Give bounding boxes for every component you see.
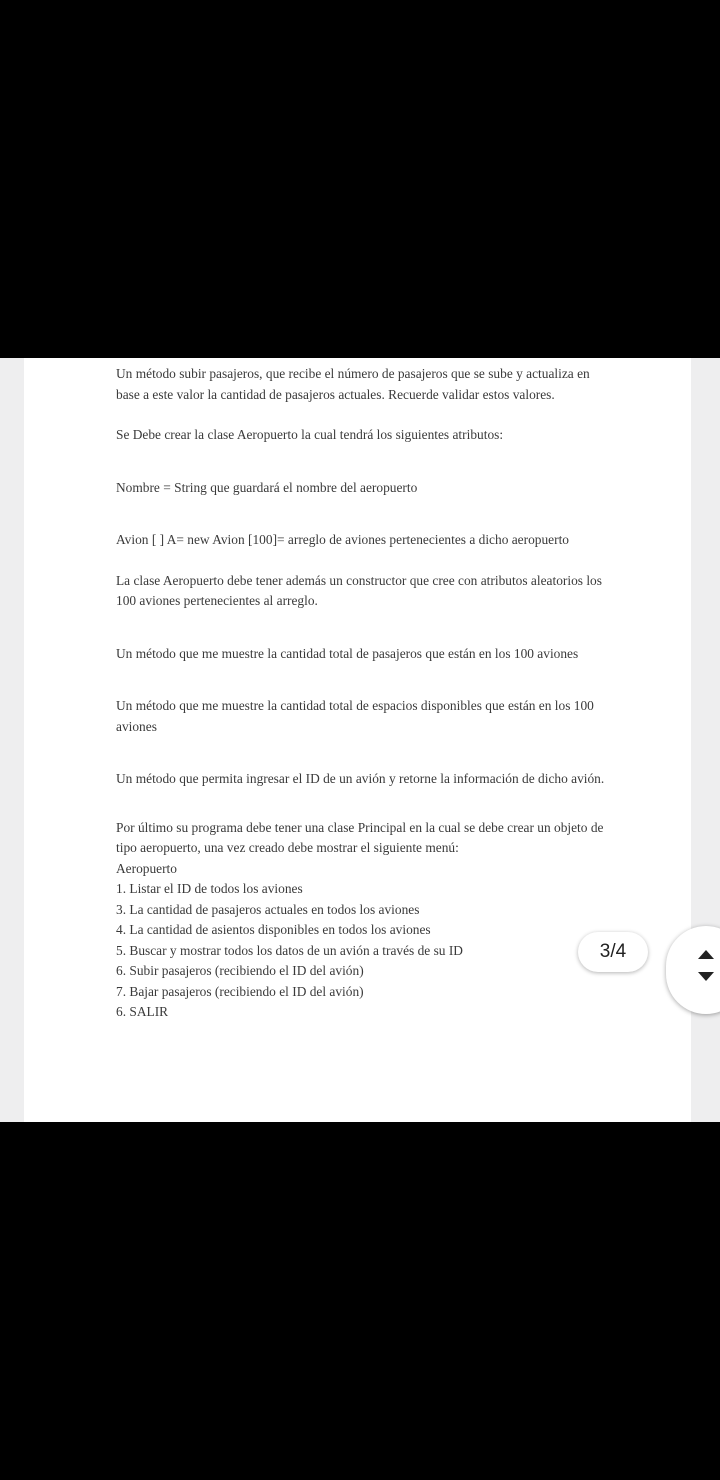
paragraph-clase-aeropuerto: Se Debe crear la clase Aeropuerto la cual tendrá los siguientes atributos: bbox=[116, 427, 504, 442]
page-indicator: 3/4 bbox=[578, 932, 648, 972]
menu-item: 6. SALIR bbox=[116, 1004, 169, 1019]
menu-list bbox=[116, 879, 606, 1023]
paragraph-clase-principal: Por último su programa debe tener una clase Principal en la cual se debe crear un objeto de tipo aeropuerto, una vez creado debe mostrar el siguiente menú: bbox=[116, 819, 604, 855]
paragraph-total-pasajeros: Un método que me muestre la cantidad total de pasajeros que están en los 100 aviones bbox=[116, 645, 579, 661]
paragraph-subir-pasajeros: Un método subir pasajeros, que recibe el número de pasajeros que se sube y actualiza en base a este valor la cantidad de pasajeros actuales. Recuerde validar estos valores. bbox=[116, 366, 590, 402]
menu-item: 7. Bajar pasajeros (recibiendo el ID del avión) bbox=[116, 983, 364, 999]
paragraph-espacios-disponibles: Un método que me muestre la cantidad total de espacios disponibles que están en los 100 aviones bbox=[116, 698, 594, 734]
page-content bbox=[116, 364, 606, 1023]
paragraph-buscar-id: Un método que permita ingresar el ID de un avión y retorne la información de dicho avión. bbox=[116, 771, 605, 786]
document-viewer[interactable] bbox=[0, 358, 720, 1122]
menu-item: 5. Buscar y mostrar todos los datos de un avión a través de su ID bbox=[116, 942, 463, 958]
paragraph-avion-arreglo: Avion [ ] A= new Avion [100]= arreglo de aviones pertenecientes a dicho aeropuerto bbox=[116, 532, 569, 547]
arrow-down-icon bbox=[698, 972, 714, 981]
paragraph-constructor: La clase Aeropuerto debe tener además un constructor que cree con atributos aleatorios los 100 aviones pertenecientes al arreglo. bbox=[116, 572, 602, 608]
paragraph-nombre-atributo: Nombre = String que guardará el nombre del aeropuerto bbox=[116, 479, 418, 495]
document-page bbox=[24, 358, 691, 1122]
menu-item: 3. La cantidad de pasajeros actuales en todos los aviones bbox=[116, 901, 420, 917]
menu-item: 1. Listar el ID de todos los aviones bbox=[116, 881, 303, 896]
arrow-up-icon bbox=[698, 950, 714, 959]
menu-item: 6. Subir pasajeros (recibiendo el ID del avión) bbox=[116, 963, 364, 978]
menu-item: 4. La cantidad de asientos disponibles en todos los aviones bbox=[116, 922, 431, 937]
menu-title: Aeropuerto bbox=[116, 860, 177, 876]
up-down-arrows-icon bbox=[696, 950, 716, 986]
